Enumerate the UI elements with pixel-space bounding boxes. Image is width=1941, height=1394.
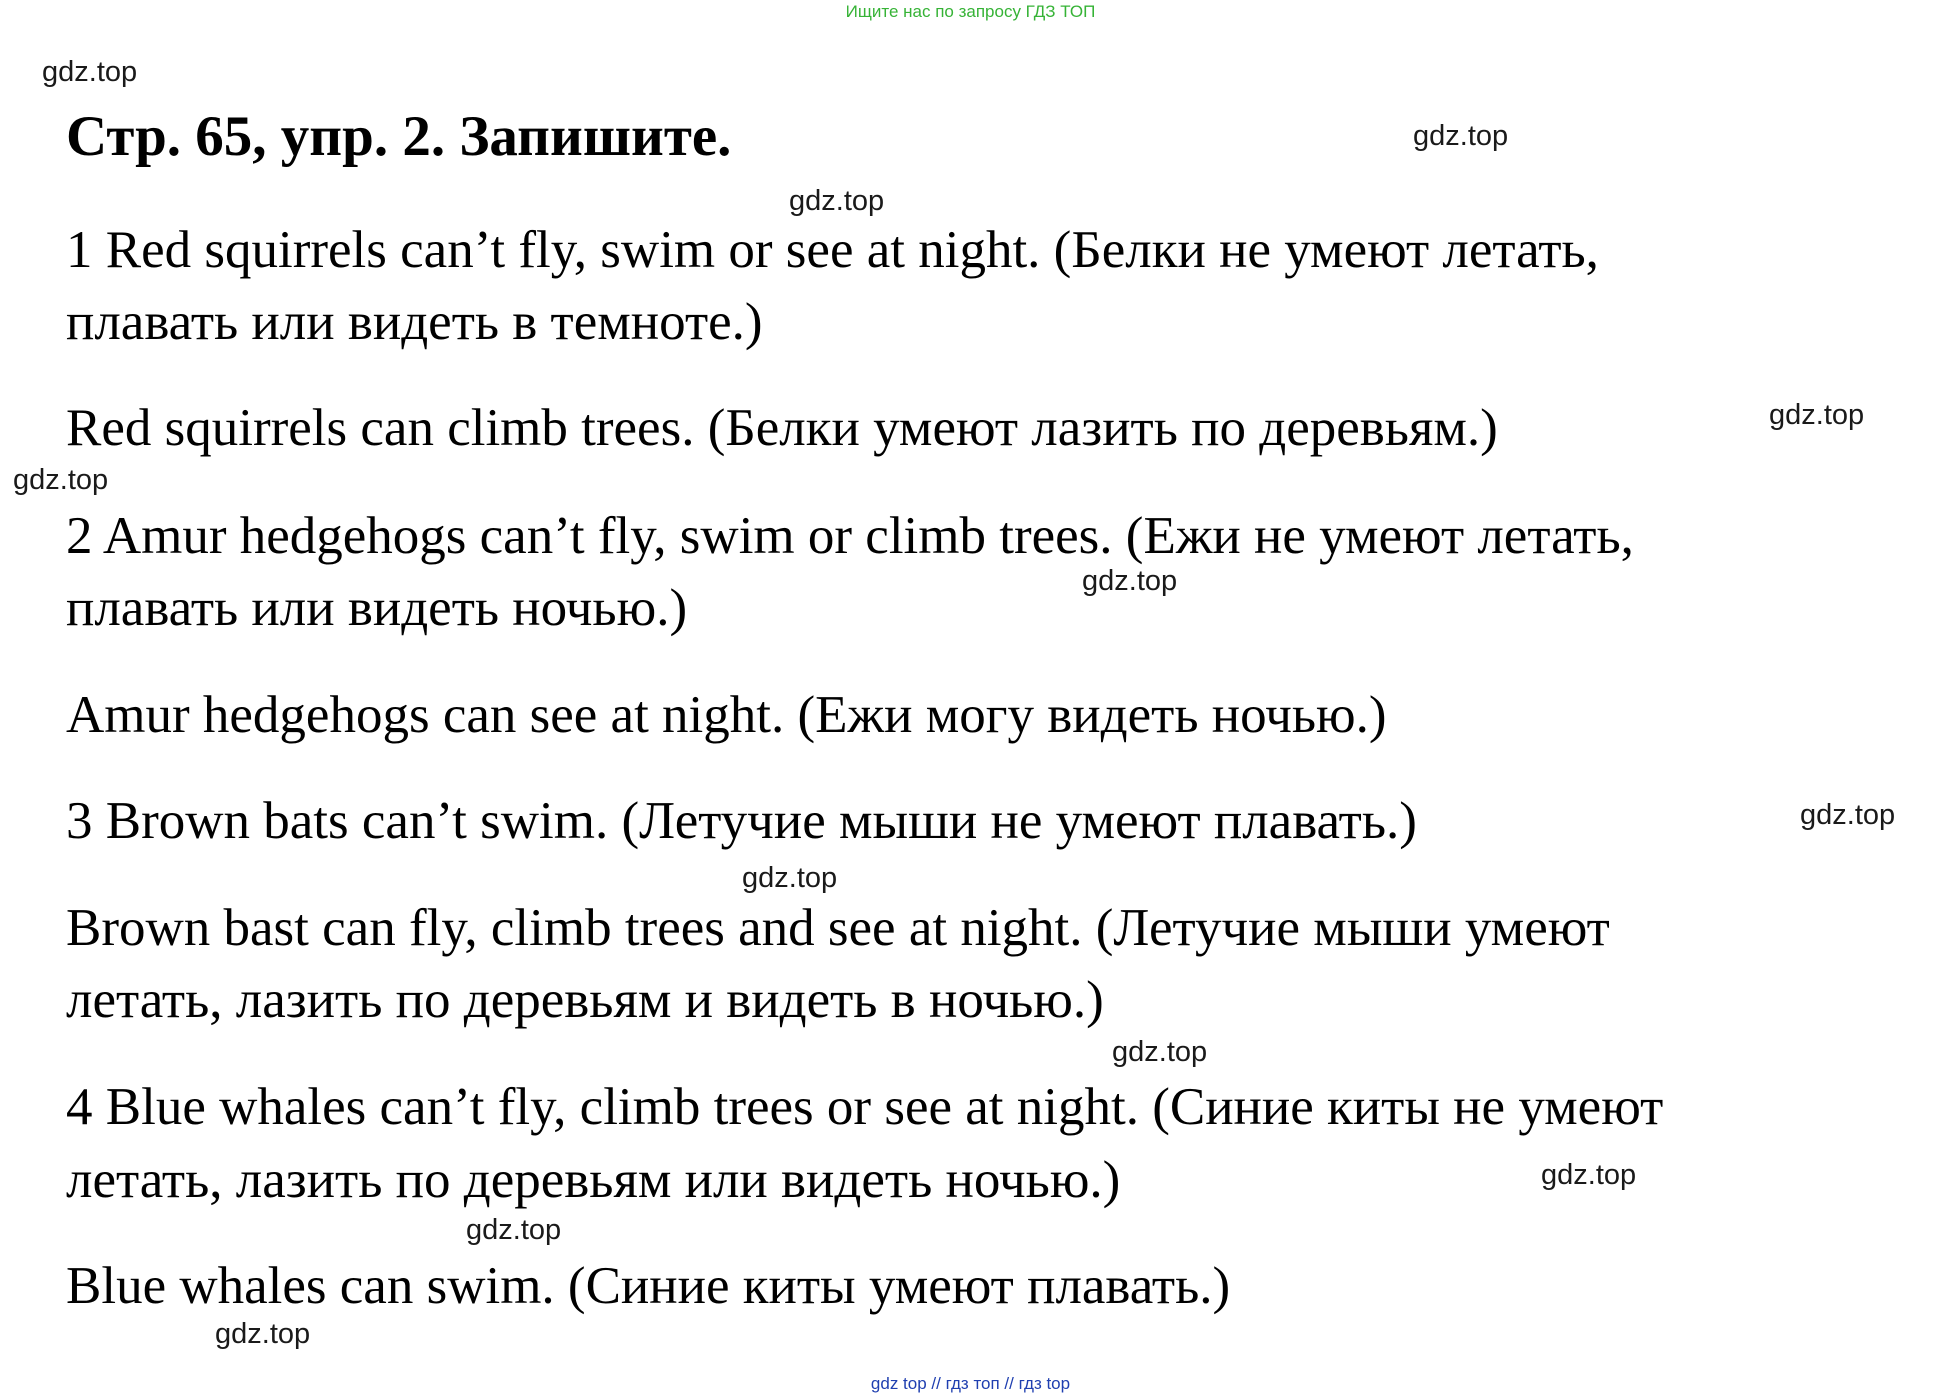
watermark: gdz.top bbox=[215, 1318, 311, 1350]
text-line: Red squirrels can climb trees. (Белки умеют лазить по деревьям.) bbox=[66, 399, 1498, 457]
top-banner: Ищите нас по запросу ГДЗ ТОП bbox=[845, 2, 1096, 21]
text-line: 1 Red squirrels can’t fly, swim or see at night. (Белки не умеют летать, bbox=[66, 221, 1599, 279]
text-line: Brown bast can fly, climb trees and see at night. (Летучие мыши умеют bbox=[66, 899, 1610, 957]
watermark: gdz.top bbox=[742, 862, 838, 894]
watermark: gdz.top bbox=[1769, 399, 1865, 431]
text-line: летать, лазить по деревьям и видеть в ночью.) bbox=[66, 971, 1104, 1029]
text-line: 3 Brown bats can’t swim. (Летучие мыши не умеют плавать.) bbox=[66, 792, 1417, 850]
watermark: gdz.top bbox=[1112, 1036, 1208, 1068]
watermark: gdz.top bbox=[1541, 1159, 1637, 1191]
text-line: 2 Amur hedgehogs can’t fly, swim or climb trees. (Ежи не умеют летать, bbox=[66, 507, 1634, 565]
text-line: Blue whales can swim. (Синие киты умеют плавать.) bbox=[66, 1257, 1231, 1315]
text-line: Amur hedgehogs can see at night. (Ежи могу видеть ночью.) bbox=[66, 686, 1387, 744]
watermark: gdz.top bbox=[42, 56, 138, 88]
page-title: Стр. 65, упр. 2. Запишите. bbox=[66, 105, 732, 168]
watermark: gdz.top bbox=[466, 1214, 562, 1246]
text-line: плавать или видеть ночью.) bbox=[66, 579, 688, 637]
text-line: плавать или видеть в темноте.) bbox=[66, 293, 763, 351]
text-line: 4 Blue whales can’t fly, climb trees or see at night. (Синие киты не умеют bbox=[66, 1078, 1664, 1136]
footer-links: gdz top // гдз топ // гдз top bbox=[870, 1374, 1071, 1393]
text-line: летать, лазить по деревьям или видеть ночью.) bbox=[66, 1151, 1121, 1209]
watermark: gdz.top bbox=[1082, 565, 1178, 597]
watermark: gdz.top bbox=[13, 464, 109, 496]
watermark: gdz.top bbox=[1413, 120, 1509, 152]
watermark: gdz.top bbox=[789, 185, 885, 217]
watermark: gdz.top bbox=[1800, 799, 1896, 831]
